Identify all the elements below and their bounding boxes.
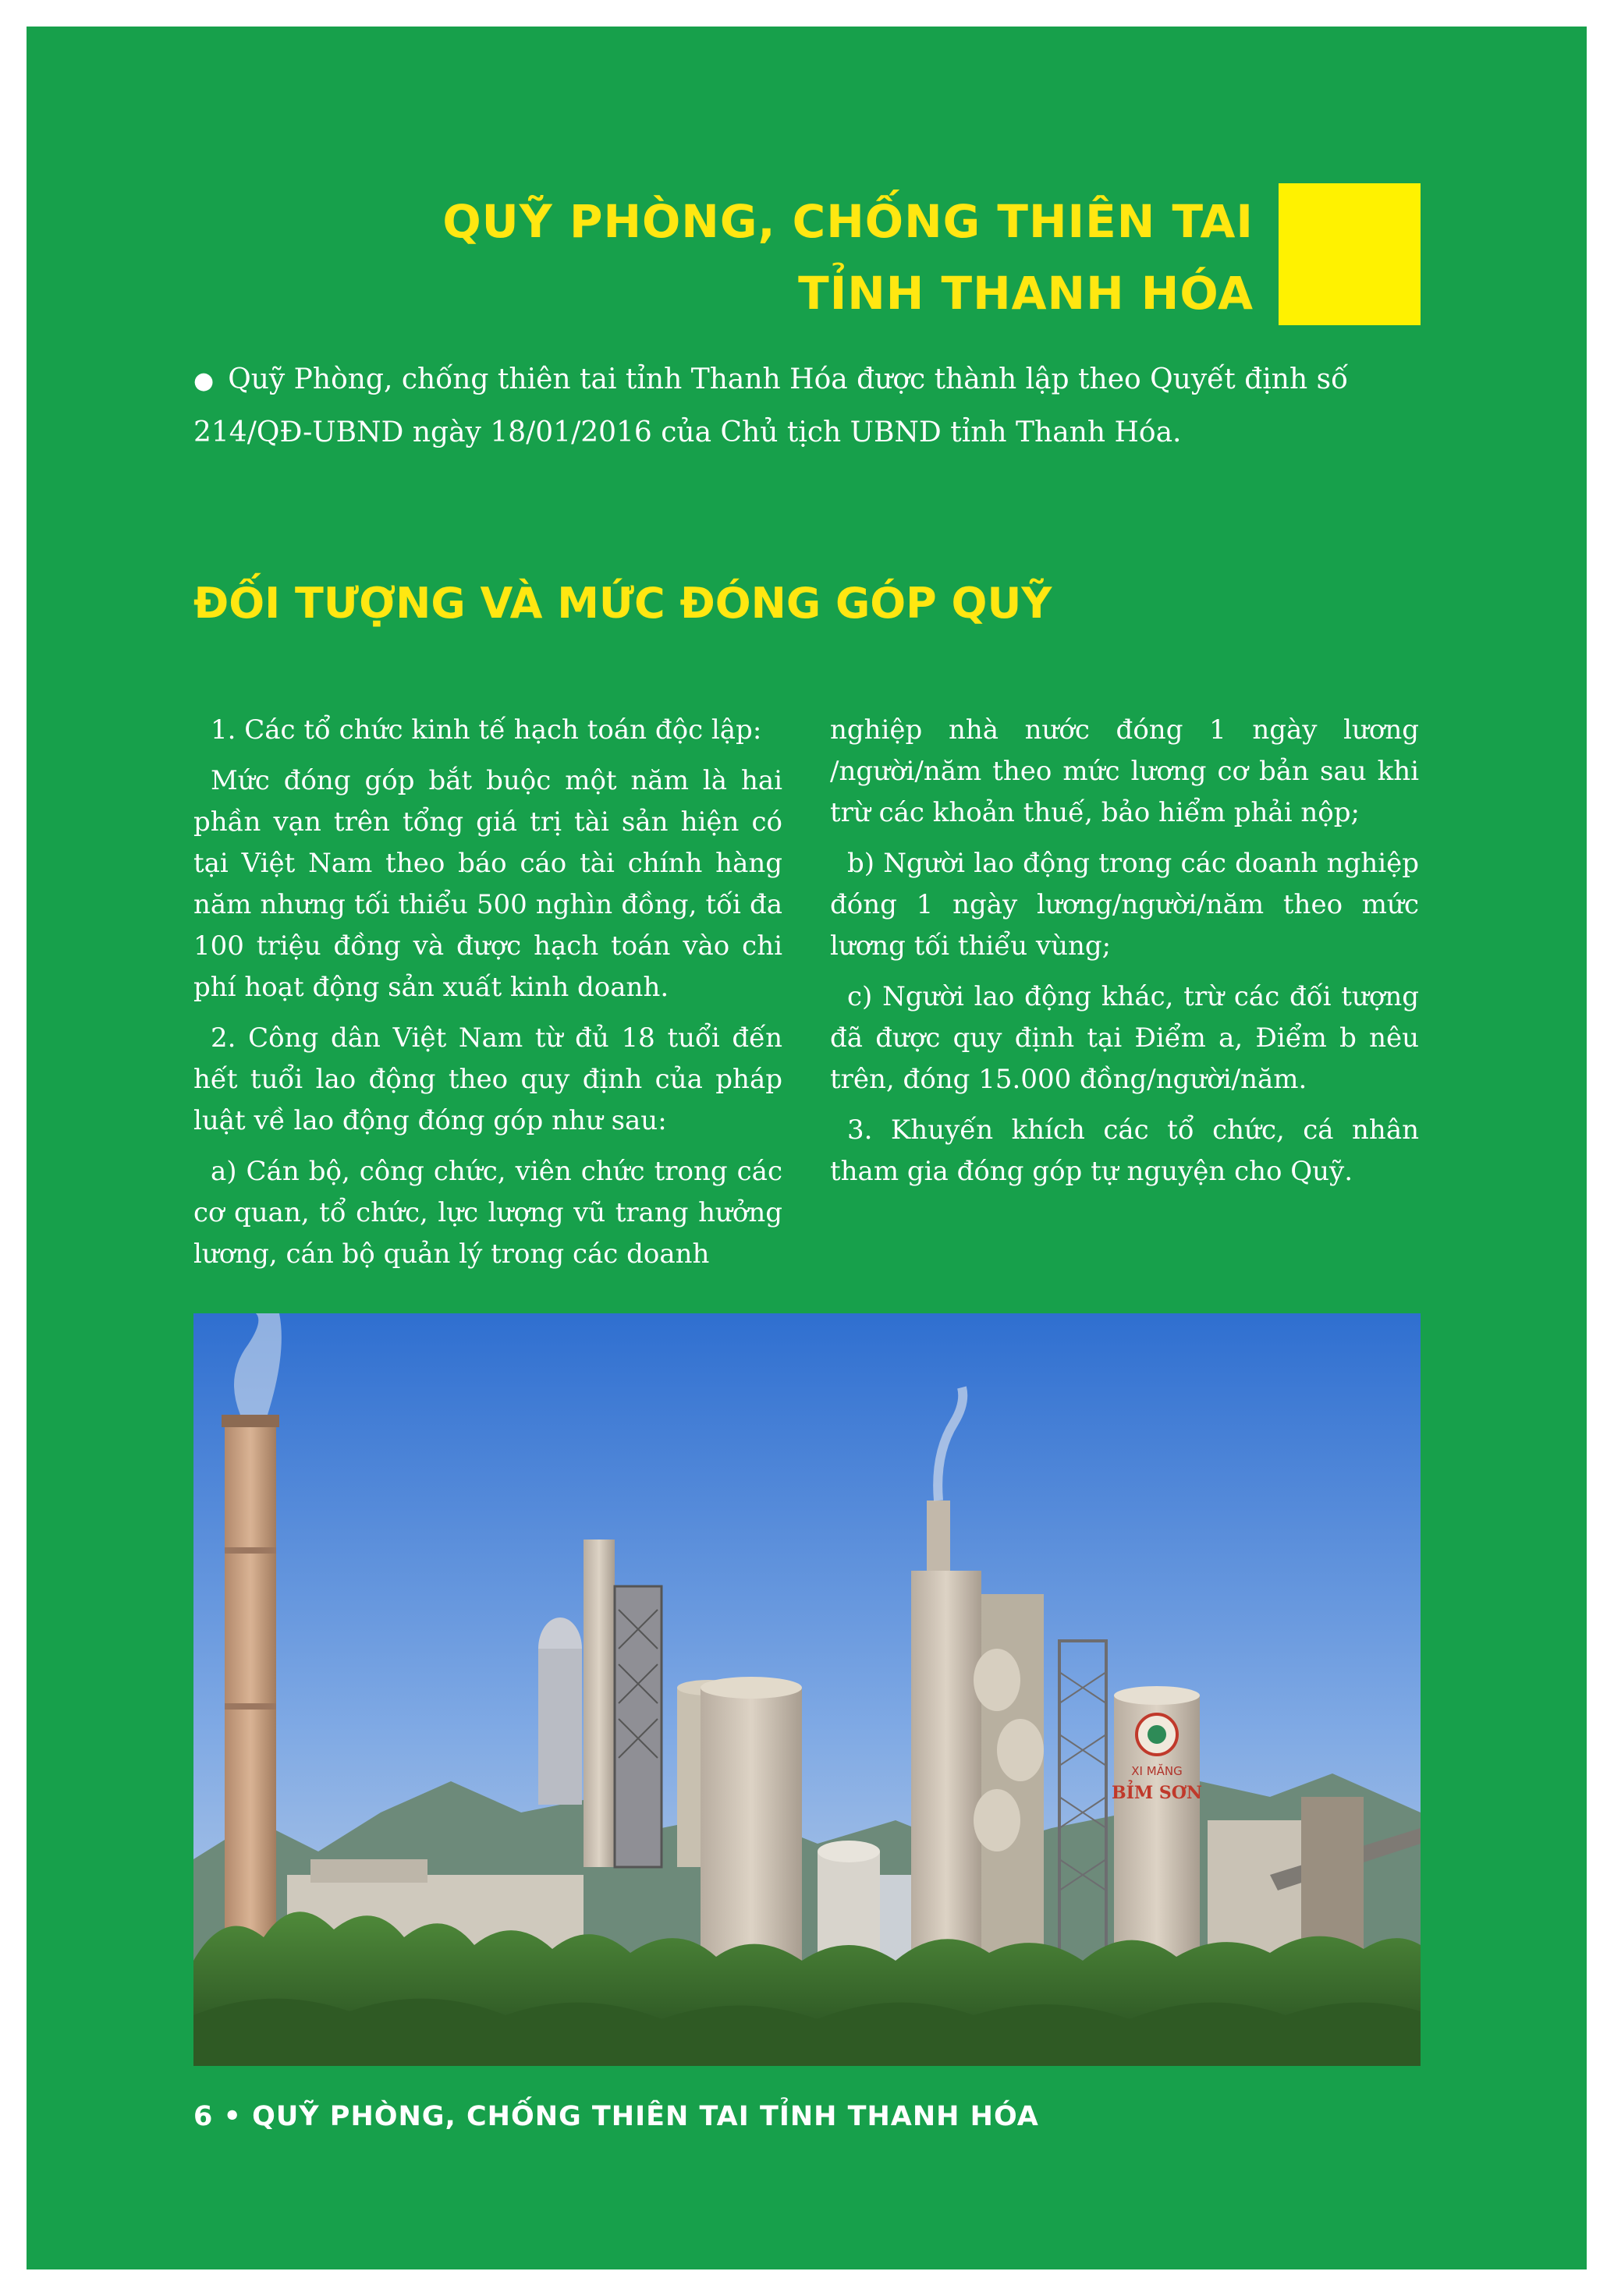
cement-factory-photo bbox=[193, 1313, 1421, 2066]
paragraph: c) Người lao động khác, trừ các đối tượng đã được quy định tại Điểm a, Điểm b nêu trên, đóng 15.000 đồng/người/năm. bbox=[830, 981, 1419, 1095]
page-background bbox=[27, 27, 1587, 2269]
bullet-icon: ● bbox=[193, 367, 215, 395]
page-title bbox=[396, 186, 1254, 329]
page-title-line-2: TỈNH THANH HÓA bbox=[798, 267, 1254, 320]
paragraph: 1. Các tổ chức kinh tế hạch toán độc lập: bbox=[211, 714, 762, 746]
left-text-column bbox=[193, 710, 782, 1284]
factory-sign-line-2: BỈM SƠN bbox=[1111, 1783, 1203, 1803]
paragraph: b) Người lao động trong các doanh nghiệp đóng 1 ngày lương/người/năm theo mức lương tối thiểu vùng; bbox=[830, 848, 1419, 962]
title-accent-square bbox=[1279, 183, 1421, 325]
paragraph: a) Cán bộ, công chức, viên chức trong các cơ quan, tổ chức, lực lượng vũ trang hưởng lương, cán bộ quản lý trong các doanh bbox=[193, 1156, 782, 1270]
intro-paragraph bbox=[193, 354, 1422, 459]
paragraph: 2. Công dân Việt Nam từ đủ 18 tuổi đến hết tuổi lao động theo quy định của pháp luật về lao động đóng góp như sau: bbox=[193, 1022, 782, 1136]
paragraph: 3. Khuyến khích các tổ chức, cá nhân tham gia đóng góp tự nguyện cho Quỹ. bbox=[830, 1114, 1419, 1187]
page-footer: 6 • QUỸ PHÒNG, CHỐNG THIÊN TAI TỈNH THANH HÓA bbox=[193, 2101, 1039, 2132]
factory-sign-line-1: XI MĂNG bbox=[1131, 1764, 1183, 1778]
paragraph: Mức đóng góp bắt buộc một năm là hai phần vạn trên tổng giá trị tài sản hiện có tại Việt Nam theo báo cáo tài chính hàng năm nhưng tối thiểu 500 nghìn đồng, tối đa 100 triệu đồng và được hạch toán vào chi phí hoạt động sản xuất kinh doanh. bbox=[193, 765, 782, 1003]
right-text-column bbox=[830, 710, 1419, 1202]
section-heading: ĐỐI TƯỢNG VÀ MỨC ĐÓNG GÓP QUỸ bbox=[193, 579, 1052, 628]
paragraph: nghiệp nhà nước đóng 1 ngày lương /người/năm theo mức lương cơ bản sau khi trừ các khoản thuế, bảo hiểm phải nộp; bbox=[830, 714, 1419, 828]
page-title-line-1: QUỸ PHÒNG, CHỐNG THIÊN TAI bbox=[442, 195, 1254, 248]
intro-text: Quỹ Phòng, chống thiên tai tỉnh Thanh Hóa được thành lập theo Quyết định số 214/QĐ-UBND ngày 18/01/2016 của Chủ tịch UBND tỉnh Thanh Hóa. bbox=[193, 363, 1349, 448]
